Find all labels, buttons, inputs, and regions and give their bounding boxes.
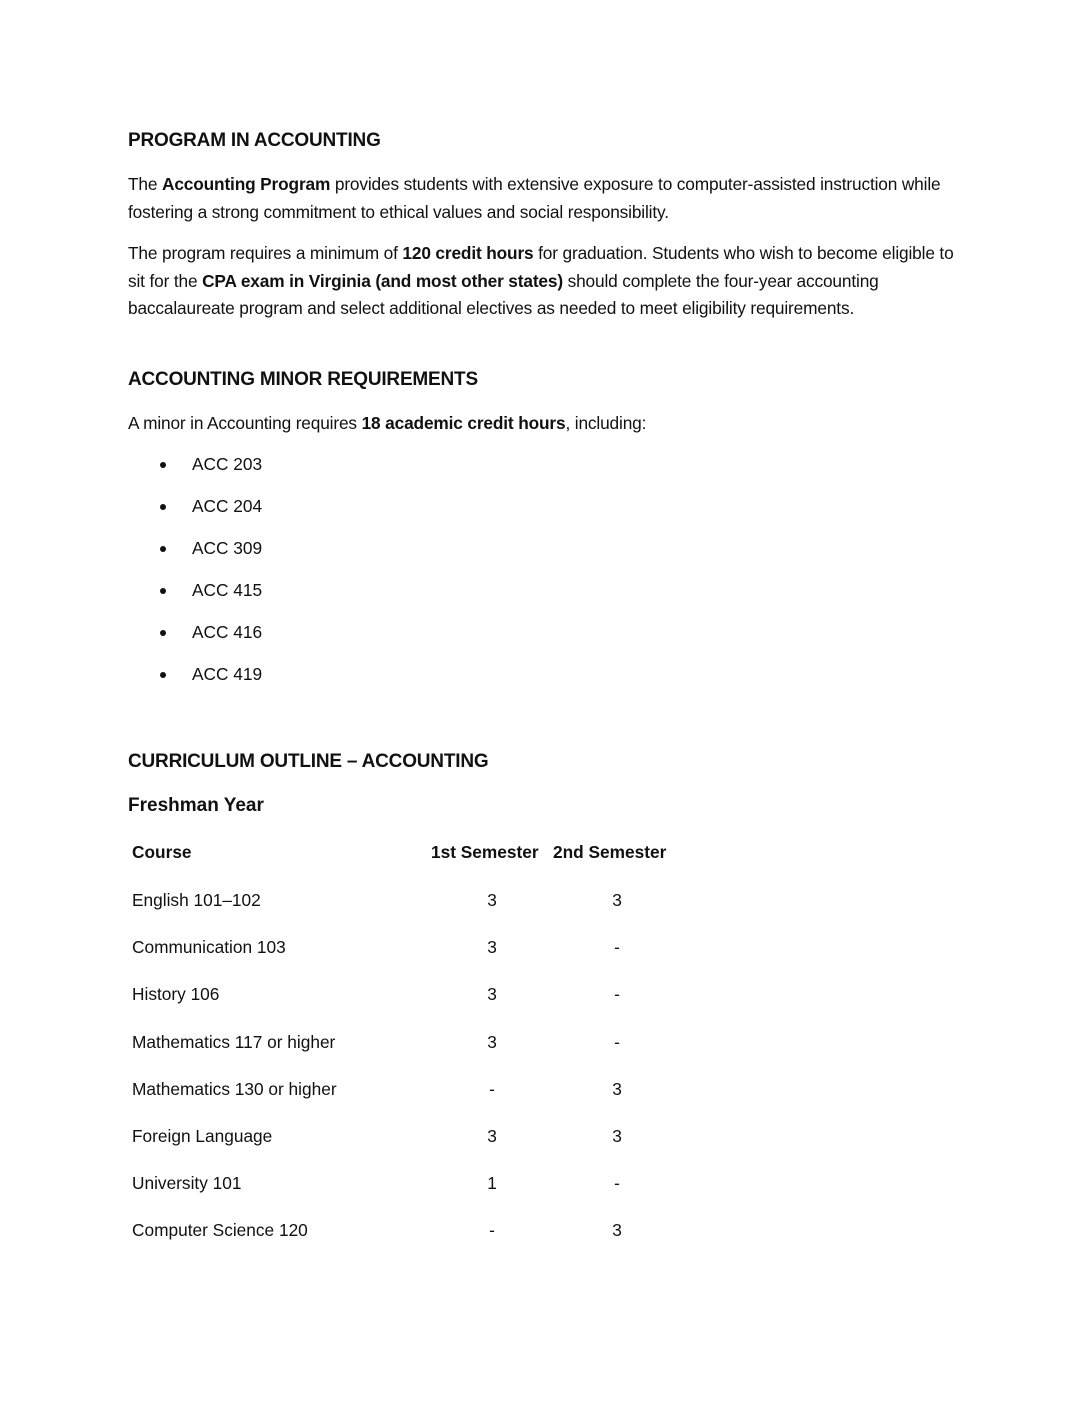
second-semester-credits-cell: - <box>614 984 620 1005</box>
first-semester-credits-cell: 3 <box>487 937 497 958</box>
second-semester-credits-cell: - <box>614 1031 620 1052</box>
table-row <box>132 984 732 1008</box>
table-row <box>132 937 732 961</box>
table-row <box>132 890 732 914</box>
first-semester-credits-cell: - <box>489 1220 495 1241</box>
program-heading: PROGRAM IN ACCOUNTING <box>128 130 381 151</box>
course-code: ACC 309 <box>192 538 263 558</box>
course-name-cell: University 101 <box>132 1173 242 1194</box>
bold-text: 120 credit hours <box>402 243 534 263</box>
column-header-1st-semester: 1st Semester <box>431 842 539 862</box>
second-semester-credits-cell: 3 <box>612 890 622 910</box>
first-semester-credits-cell: 3 <box>487 1031 497 1052</box>
bullet-icon <box>160 630 166 636</box>
bullet-icon <box>160 504 166 510</box>
text: should complete the four-year accounting baccalaureate program and select additional electives as needed to meet eligibility requirements. <box>128 270 879 318</box>
course-code: ACC 204 <box>192 496 263 516</box>
text: , including: <box>565 413 647 433</box>
program-description <box>128 171 963 226</box>
table-row <box>132 1079 732 1103</box>
second-semester-credits-cell: - <box>614 937 620 958</box>
bullet-icon <box>160 588 166 594</box>
table-header-row <box>132 842 732 866</box>
course-name-cell: Computer Science 120 <box>132 1220 308 1241</box>
column-header-2nd-semester: 2nd Semester <box>553 842 667 862</box>
course-code: ACC 203 <box>192 454 263 474</box>
second-semester-credits-cell: 3 <box>612 1078 622 1099</box>
year-heading: Freshman Year <box>128 795 264 816</box>
second-semester-credits-cell: - <box>614 1173 620 1194</box>
text: The program requires a minimum of <box>128 243 403 263</box>
course-name-cell: Communication 103 <box>132 937 286 958</box>
bullet-icon <box>160 462 166 468</box>
course-code: ACC 419 <box>192 664 263 684</box>
course-name-cell: History 106 <box>132 984 220 1005</box>
second-semester-credits-cell: 3 <box>612 1220 622 1241</box>
course-code: ACC 416 <box>192 622 263 642</box>
table-row <box>132 1173 732 1197</box>
first-semester-credits-cell: 3 <box>487 1126 497 1146</box>
first-semester-credits-cell: 1 <box>487 1173 497 1194</box>
text: provides students with extensive exposure to computer-assisted instruction while fostering a strong commitment to ethical values and social responsibility. <box>128 174 941 222</box>
second-semester-credits-cell: 3 <box>612 1126 622 1146</box>
table-row <box>132 1220 732 1244</box>
minor-heading: ACCOUNTING MINOR REQUIREMENTS <box>128 369 478 390</box>
text: for graduation. Students who wish to become eligible to sit for the <box>128 243 954 291</box>
bold-text: CPA exam in Virginia (and most other states) <box>202 270 563 291</box>
first-semester-credits-cell: 3 <box>487 890 497 910</box>
table-row <box>132 1032 732 1056</box>
bold-text: Accounting Program <box>161 174 331 194</box>
program-requirements-paragraph <box>128 240 963 323</box>
first-semester-credits-cell: - <box>489 1078 495 1099</box>
table-row <box>132 1126 732 1150</box>
minor-intro <box>128 410 963 438</box>
bold-text: 18 academic credit hours <box>361 413 566 433</box>
first-semester-credits-cell: 3 <box>487 984 497 1005</box>
course-name-cell: Foreign Language <box>132 1126 273 1146</box>
text: A minor in Accounting requires <box>128 413 362 433</box>
course-name-cell: English 101–102 <box>132 890 261 910</box>
course-name-cell: Mathematics 130 or higher <box>132 1078 337 1099</box>
text: The <box>128 174 162 194</box>
course-code: ACC 415 <box>192 580 263 600</box>
curriculum-heading: CURRICULUM OUTLINE – ACCOUNTING <box>128 751 489 772</box>
course-name-cell: Mathematics 117 or higher <box>132 1031 336 1052</box>
bullet-icon <box>160 546 166 552</box>
bullet-icon <box>160 672 166 678</box>
column-header-course: Course <box>132 842 192 862</box>
